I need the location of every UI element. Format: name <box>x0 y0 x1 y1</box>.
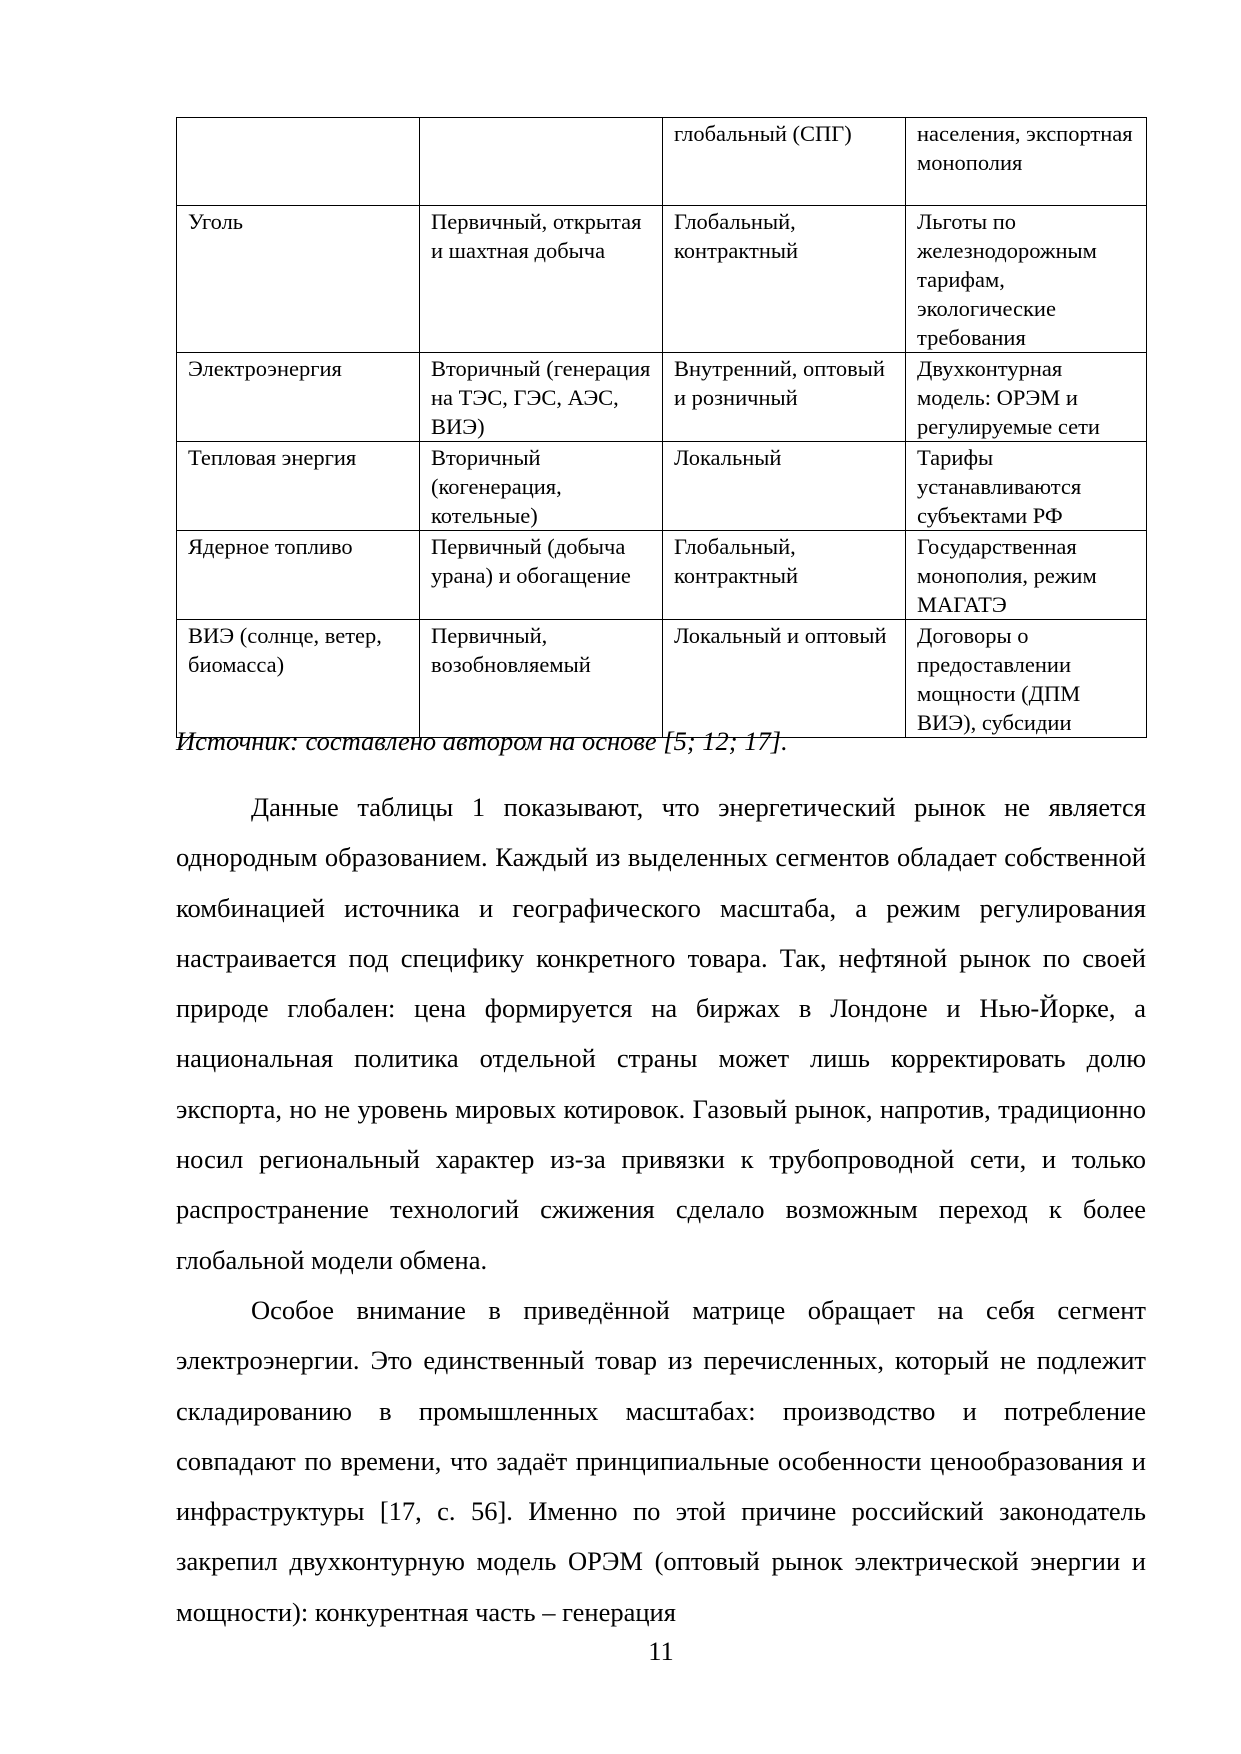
paragraph: Особое внимание в приведённой матрице обращает на себя сегмент электроэнергии. Это единственный товар из перечисленных, который не подлежит складированию в промышленных масштабах: производство и потребление совпадают по времени, что задаёт принципиальные особенности ценообразования и инфраструктуры [17, с. 56]. Именно по этой причине российский законодатель закрепил двухконтурную модель ОРЭМ (оптовый рынок электрической энергии и мощности): конкурентная часть – генерация <box>176 1294 1146 1627</box>
table-cell: Вторичный (генерация на ТЭС, ГЭС, АЭС, ВИЭ) <box>420 353 663 442</box>
table-cell <box>420 118 663 206</box>
table-row <box>177 353 1147 442</box>
page-number: 11 <box>648 1636 674 1666</box>
table-cell: Глобальный, контрактный <box>663 531 906 620</box>
table-cell: Локальный и оптовый <box>663 620 906 738</box>
table-cell: ВИЭ (солнце, ветер, биомасса) <box>177 620 420 738</box>
table-cell: Глобальный, контрактный <box>663 206 906 353</box>
table-cell: Первичный, возобновляемый <box>420 620 663 738</box>
paragraph: Данные таблицы 1 показывают, что энергетический рынок не является однородным образованием. Каждый из выделенных сегментов обладает собственной комбинацией источника и географического масштаба, а режим регулирования настраивается под специфику конкретного товара. Так, нефтяной рынок по своей природе глобален: цена формируется на биржах в Лондоне и Нью-Йорке, а национальная политика отдельной страны может лишь корректировать долю экспорта, но не уровень мировых котировок. Газовый рынок, напротив, традиционно носил региональный характер из-за привязки к трубопроводной сети, и только распространение технологий сжижения сделало возможным переход к более глобальной модели обмена. <box>176 792 1146 1275</box>
table-row <box>177 620 1147 738</box>
table-row <box>177 442 1147 531</box>
table-cell: Льготы по железнодорожным тарифам, экологические требования <box>906 206 1147 353</box>
table-cell: Тарифы устанавливаются субъектами РФ <box>906 442 1147 531</box>
table-cell: Первичный, открытая и шахтная добыча <box>420 206 663 353</box>
table-cell: Внутренний, оптовый и розничный <box>663 353 906 442</box>
table-cell: Уголь <box>177 206 420 353</box>
table-cell: Договоры о предоставлении мощности (ДПМ ВИЭ), субсидии <box>906 620 1147 738</box>
energy-market-table <box>176 117 1147 738</box>
body-text <box>176 782 1146 1637</box>
table-cell: Электроэнергия <box>177 353 420 442</box>
table-cell: Ядерное топливо <box>177 531 420 620</box>
table-cell: Двухконтурная модель: ОРЭМ и регулируемые сети <box>906 353 1147 442</box>
table-row <box>177 118 1147 206</box>
table-source-note: Источник: составлено автором на основе [5; 12; 17]. <box>176 726 788 756</box>
table-cell: Локальный <box>663 442 906 531</box>
table-cell: Тепловая энергия <box>177 442 420 531</box>
table-cell: глобальный (СПГ) <box>663 118 906 206</box>
table-row <box>177 206 1147 353</box>
table-cell: Вторичный (когенерация, котельные) <box>420 442 663 531</box>
table-cell: населения, экспортная монополия <box>906 118 1147 206</box>
table-cell: Государственная монополия, режим МАГАТЭ <box>906 531 1147 620</box>
table-cell: Первичный (добыча урана) и обогащение <box>420 531 663 620</box>
table-row <box>177 531 1147 620</box>
table-cell <box>177 118 420 206</box>
